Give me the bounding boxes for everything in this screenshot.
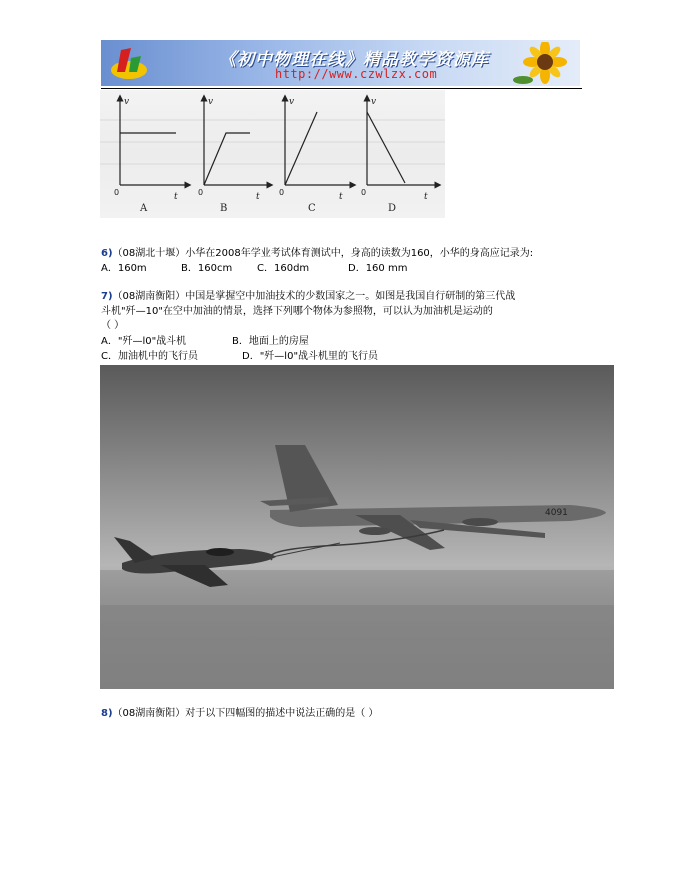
question-6 [101, 247, 533, 260]
graph-c-v-label: v [289, 97, 295, 107]
graph-d-origin: 0 [361, 188, 367, 197]
q6-option-b: B．160cm [181, 263, 233, 274]
question-7-line-1: （08湖南衡阳）中国是掌握空中加油技术的少数国家之一。如图是我国自行研制的第三代战 [112, 291, 516, 302]
question-7-line-3: （ ） [101, 320, 125, 331]
question-7-line-2: 斗机"歼—10"在空中加油的情景，选择下列哪个物体为参照物，可以认为加油机是运动的 [101, 306, 493, 317]
q7-option-b: B．地面上的房屋 [232, 336, 309, 347]
q7-option-d: D．"歼—l0"战斗机里的飞行员 [242, 351, 379, 362]
question-8-text: （08湖南衡阳）对于以下四幅图的描述中说法正确的是（ ） [112, 708, 379, 719]
tanker-tail-number: 4091 [545, 508, 568, 518]
graph-c-origin: 0 [279, 188, 285, 197]
graph-b-label: B [220, 203, 228, 214]
graph-b-t-label: t [256, 192, 260, 202]
graph-a-t-label: t [174, 192, 178, 202]
header-banner [101, 40, 580, 86]
graph-d-label: D [388, 203, 397, 214]
question-7 [101, 290, 515, 303]
graph-a-label: A [140, 203, 148, 214]
banner-title: 《初中物理在线》精品教学资源库 [219, 50, 489, 70]
question-8-number: 8) [101, 708, 113, 719]
graph-a-origin: 0 [114, 188, 120, 197]
aerial-refueling-svg [100, 365, 614, 689]
q6-option-d: D．160 mm [348, 263, 408, 274]
q7-option-a: A．"歼—l0"战斗机 [101, 336, 187, 347]
q6-option-a: A．160m [101, 263, 147, 274]
question-6-number: 6) [101, 248, 113, 259]
graph-b-origin: 0 [198, 188, 204, 197]
graph-c-label: C [308, 203, 316, 214]
graph-a-v-label: v [124, 97, 130, 107]
aerial-refueling-photo [100, 365, 614, 689]
banner-url: http://www.czwlzx.com [275, 67, 438, 81]
question-6-text: （08湖北十堰）小华在2008年学业考试体育测试中，身高的读数为160，小华的身高应记录为: [112, 248, 534, 259]
sunflower-icon [513, 42, 573, 86]
site-logo-icon [107, 44, 151, 84]
question-8 [101, 707, 378, 720]
q7-option-c: C．加油机中的飞行员 [101, 351, 198, 362]
graph-d-v-label: v [371, 97, 377, 107]
vt-graphs-figure [100, 90, 445, 218]
tanker-aircraft [260, 445, 606, 550]
vt-graphs-svg [100, 90, 445, 218]
graph-c-t-label: t [339, 192, 343, 202]
question-7-number: 7) [101, 291, 113, 302]
graph-b-v-label: v [208, 97, 214, 107]
banner-divider [101, 88, 582, 89]
q6-option-c: C．160dm [257, 263, 310, 274]
graph-d-t-label: t [424, 192, 428, 202]
